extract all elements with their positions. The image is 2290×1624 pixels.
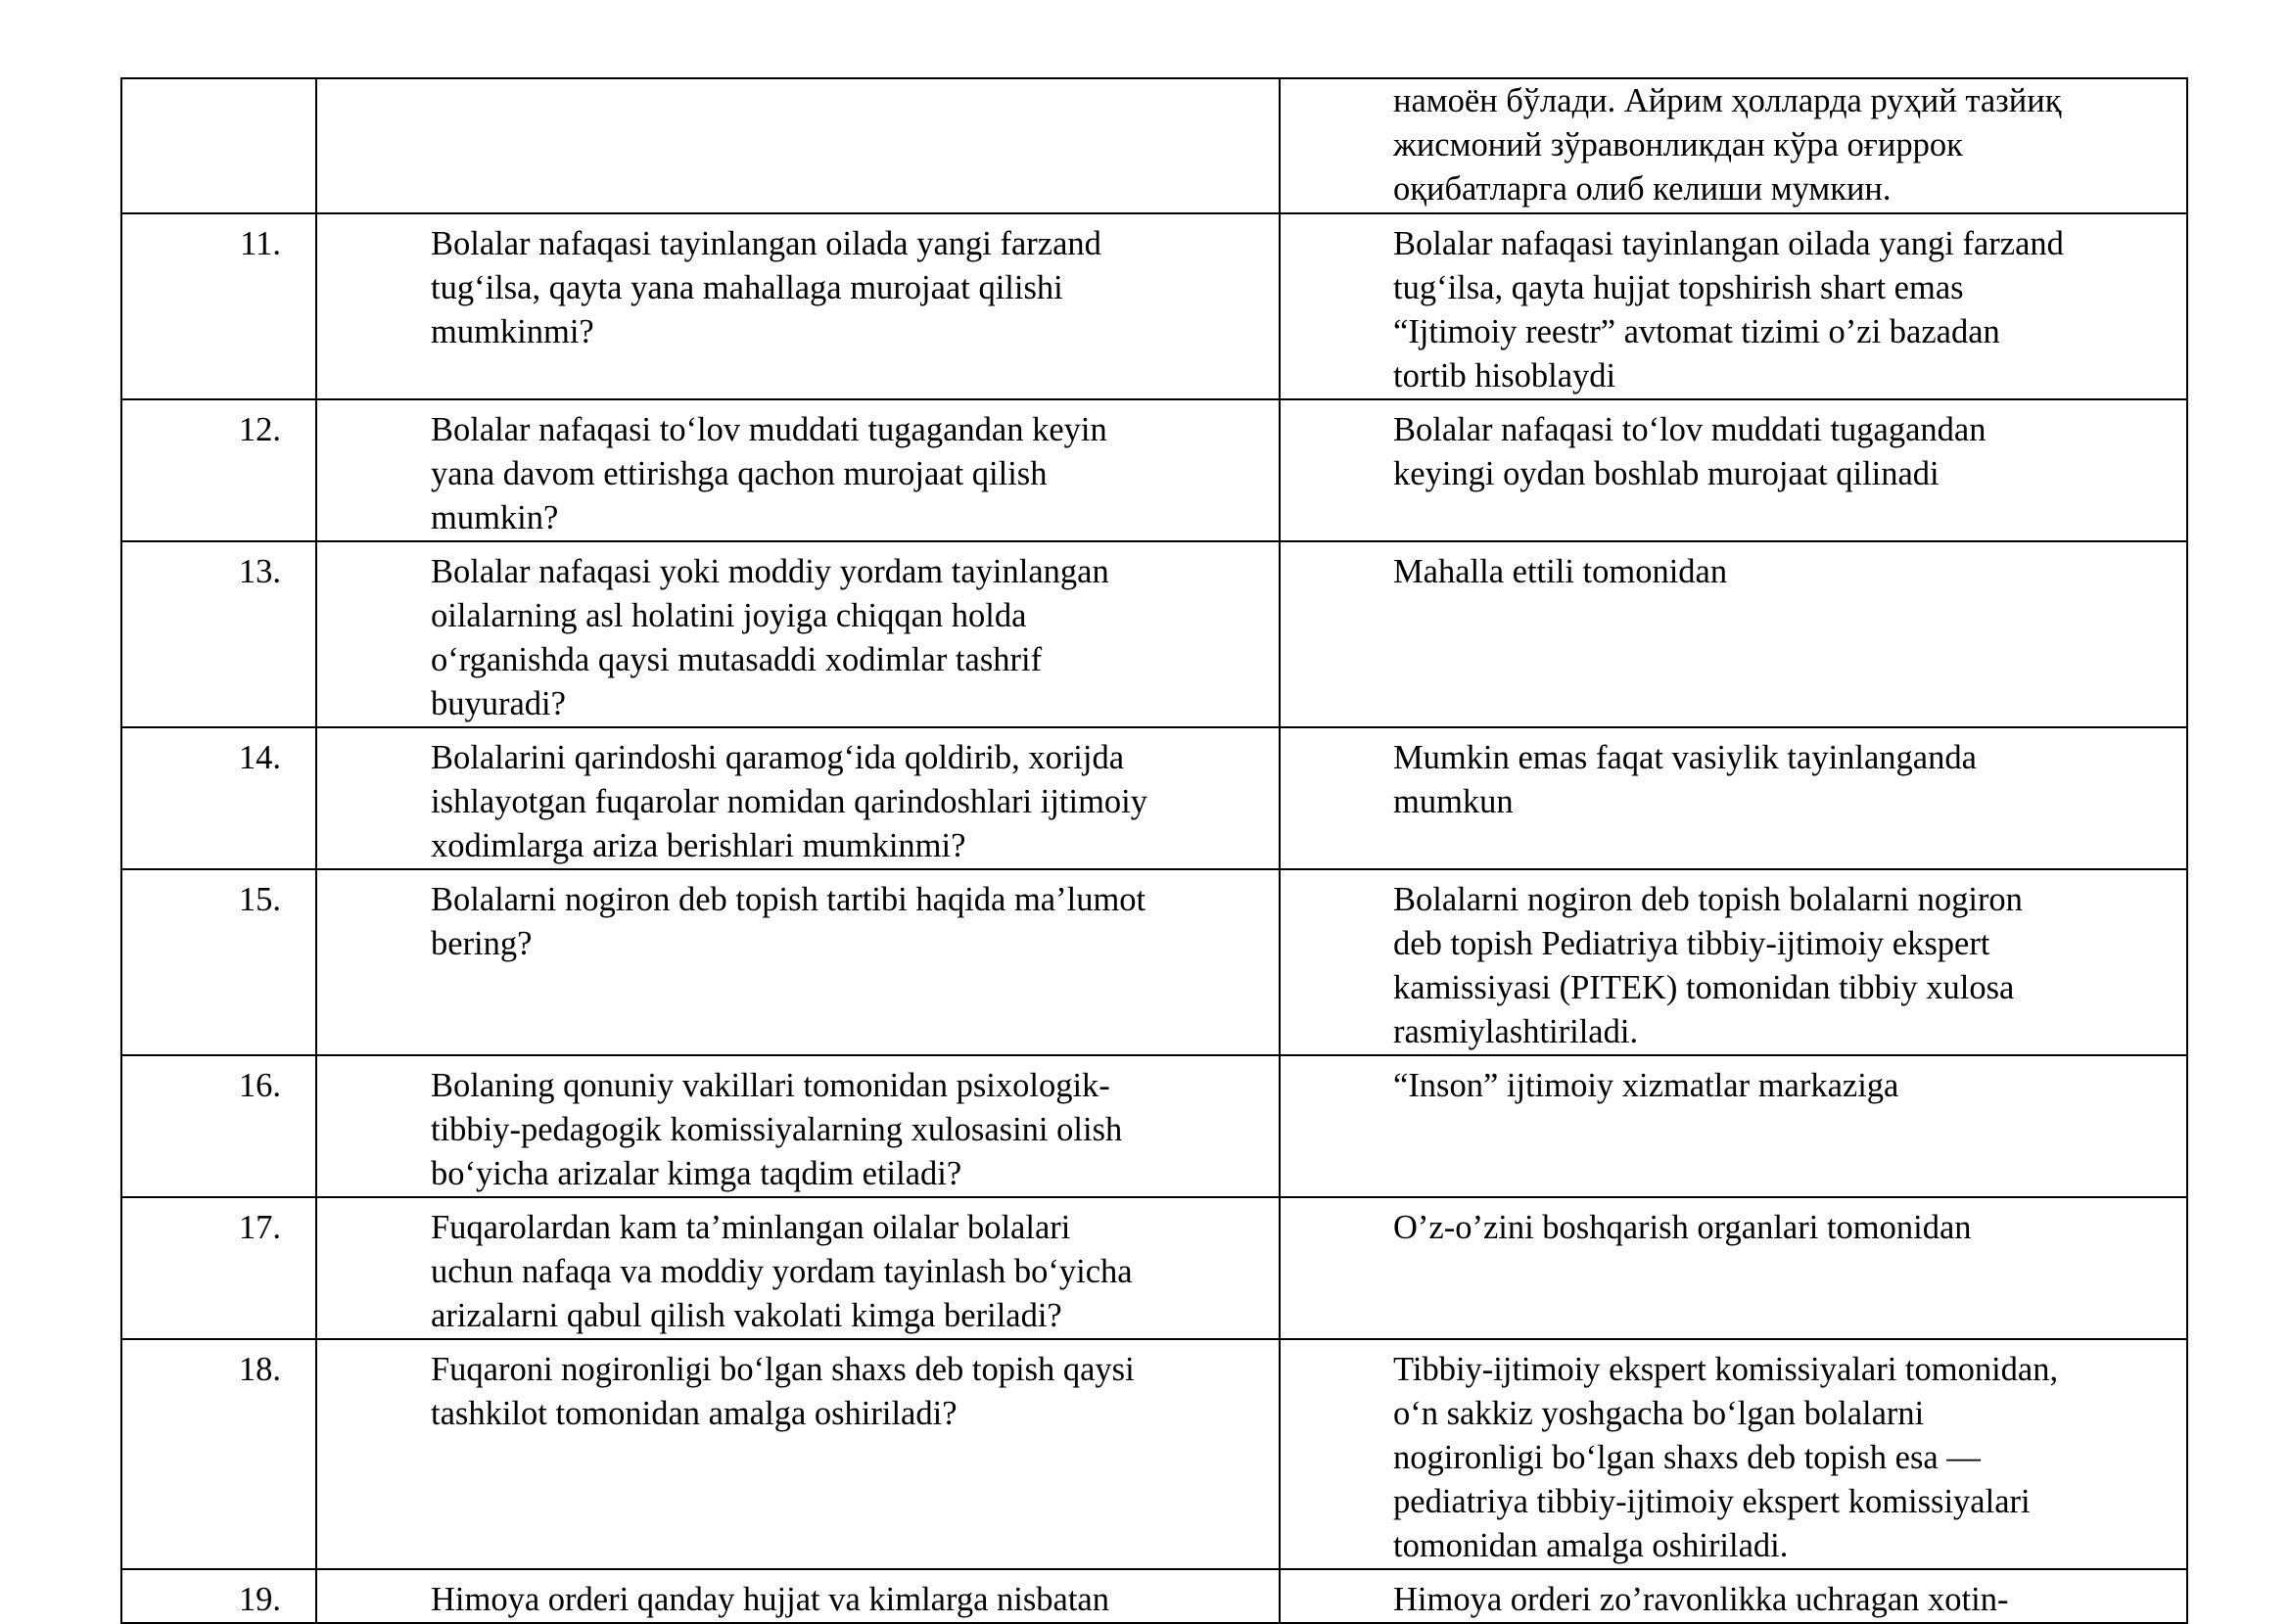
answer-cell xyxy=(1280,78,2187,213)
answer-text: “Inson” ijtimoiy xizmatlar markaziga xyxy=(1393,1067,1899,1104)
row-number-cell xyxy=(121,727,316,869)
question-text: Fuqaroni nogironligi bo‘lgan shaxs deb topish qaysi tashkilot tomonidan amalga oshiriladi? xyxy=(431,1351,1135,1432)
question-cell xyxy=(316,1339,1280,1569)
answer-cell xyxy=(1280,869,2187,1055)
answer-text: Mahalla ettili tomonidan xyxy=(1393,553,1728,590)
row-number: 17. xyxy=(238,1209,281,1246)
table-row xyxy=(121,1197,2187,1339)
row-number: 11. xyxy=(240,225,281,262)
question-cell xyxy=(316,78,1280,213)
answer-cell xyxy=(1280,541,2187,727)
question-cell xyxy=(316,541,1280,727)
question-cell xyxy=(316,399,1280,541)
answer-text: Tibbiy-ijtimoiy ekspert komissiyalari tomonidan, o‘n sakkiz yoshgacha bo‘lgan bolalarni nogironligi bo‘lgan shaxs deb topish esa — pediatriya tibbiy-ijtimoiy ekspert komissiyalari tomonidan amalga oshiriladi. xyxy=(1393,1351,2059,1564)
row-number-cell xyxy=(121,213,316,399)
question-text: Bolaning qonuniy vakillari tomonidan psixologik- tibbiy-pedagogik komissiyalarning xulosasini olish bo‘yicha arizalar kimga taqdim etiladi? xyxy=(431,1067,1123,1192)
question-cell xyxy=(316,213,1280,399)
answer-text: Bolalar nafaqasi to‘lov muddati tugagandan keyingi oydan boshlab murojaat qilinadi xyxy=(1393,411,1986,492)
answer-text: Bolalar nafaqasi tayinlangan oilada yangi farzand tug‘ilsa, qayta hujjat topshirish shart emas “Ijtimoiy reestr” avtomat tizimi o’zi bazadan tortib hisoblaydi xyxy=(1393,225,2064,394)
row-number: 14. xyxy=(238,739,281,776)
table-row xyxy=(121,1055,2187,1197)
table-row xyxy=(121,869,2187,1055)
row-number: 18. xyxy=(238,1351,281,1388)
answer-text: Himoya orderi zo’ravonlikka uchragan xotin- xyxy=(1393,1581,2009,1618)
table-row xyxy=(121,213,2187,399)
row-number-cell xyxy=(121,1339,316,1569)
answer-cell xyxy=(1280,213,2187,399)
answer-cell xyxy=(1280,1197,2187,1339)
question-text: Bolalar nafaqasi tayinlangan oilada yangi farzand tug‘ilsa, qayta yana mahallaga murojaat qilishi mumkinmi? xyxy=(431,225,1101,350)
answer-cell xyxy=(1280,1339,2187,1569)
row-number: 13. xyxy=(238,553,281,590)
table-row xyxy=(121,1339,2187,1569)
row-number-cell xyxy=(121,869,316,1055)
row-number: 16. xyxy=(238,1067,281,1104)
answer-text: Mumkin emas faqat vasiylik tayinlanganda mumkun xyxy=(1393,739,1977,820)
question-text: Bolalar nafaqasi to‘lov muddati tugagandan keyin yana davom ettirishga qachon murojaat qilish mumkin? xyxy=(431,411,1107,536)
answer-text: Bolalarni nogiron deb topish bolalarni nogiron deb topish Pediatriya tibbiy-ijtimoiy ekspert kamissiyasi (PITEK) tomonidan tibbiy xulosa rasmiylashtiriladi. xyxy=(1393,881,2023,1050)
row-number: 15. xyxy=(238,881,281,918)
row-number-cell xyxy=(121,1197,316,1339)
answer-text: O’z-o’zini boshqarish organlari tomonidan xyxy=(1393,1209,1972,1246)
row-number: 12. xyxy=(238,411,281,448)
row-number-cell xyxy=(121,1055,316,1197)
answer-cell xyxy=(1280,1569,2187,1623)
question-text: Bolalarni nogiron deb topish tartibi haqida ma’lumot bering? xyxy=(431,881,1146,962)
qa-table xyxy=(120,77,2188,1624)
question-text: Bolalarini qarindoshi qaramog‘ida qoldirib, xorijda ishlayotgan fuqarolar nomidan qarindoshlari ijtimoiy xodimlarga ariza berishlari mumkinmi? xyxy=(431,739,1148,864)
table-row xyxy=(121,727,2187,869)
question-cell xyxy=(316,1197,1280,1339)
question-text: Fuqarolardan kam ta’minlangan oilalar bolalari uchun nafaqa va moddiy yordam tayinlash bo‘yicha arizalarni qabul qilish vakolati kimga beriladi? xyxy=(431,1209,1133,1334)
row-number-cell xyxy=(121,541,316,727)
question-cell xyxy=(316,727,1280,869)
question-cell xyxy=(316,1055,1280,1197)
table-row xyxy=(121,1569,2187,1623)
answer-text: намоён бўлади. Айрим ҳолларда руҳий тазйиқ жисмоний зўравонликдан кўра оғиррок оқибатларга олиб келиши мумкин. xyxy=(1393,82,2062,208)
question-text: Bolalar nafaqasi yoki moddiy yordam tayinlangan oilalarning asl holatini joyiga chiqqan holda o‘rganishda qaysi mutasaddi xodimlar tashrif buyuradi? xyxy=(431,553,1109,722)
row-number: 19. xyxy=(238,1581,281,1618)
table-row xyxy=(121,541,2187,727)
answer-cell xyxy=(1280,727,2187,869)
table-row xyxy=(121,78,2187,213)
question-cell xyxy=(316,869,1280,1055)
row-number-cell xyxy=(121,399,316,541)
row-number-cell xyxy=(121,1569,316,1623)
question-text: Himoya orderi qanday hujjat va kimlarga nisbatan xyxy=(431,1581,1109,1618)
table-row xyxy=(121,399,2187,541)
row-number-cell xyxy=(121,78,316,213)
answer-cell xyxy=(1280,399,2187,541)
question-cell xyxy=(316,1569,1280,1623)
answer-cell xyxy=(1280,1055,2187,1197)
